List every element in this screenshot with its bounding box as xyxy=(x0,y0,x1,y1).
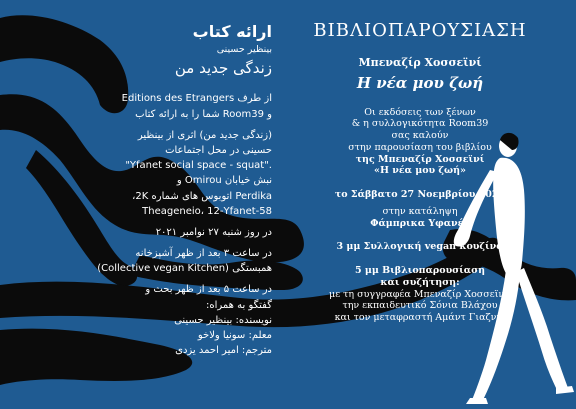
persian-line: در ساعت ۵ بعد از ظهر بحث و xyxy=(145,284,272,296)
greek-book-title: Η νέα μου ζωή xyxy=(356,73,484,92)
greek-venue: Φάμπρικα Υφανέτ xyxy=(370,217,470,229)
persian-line: حسینی در محل اجتماعات xyxy=(165,144,272,156)
persian-line: و Room39 شما را به ارائه کتاب xyxy=(135,108,272,120)
persian-date: در روز شنبه ۲۷ نوامبر ۲۰۲۱ xyxy=(155,226,272,238)
persian-line: نبش خیابان Omirou و xyxy=(176,175,272,187)
greek-intro-line: & η συλλογικότητα Room39 xyxy=(351,118,489,130)
greek-speaker: και τον μεταφραστή Αμάντ Γιαζντί xyxy=(334,312,506,324)
greek-speaker: την εκπαιδευτικό Σόνια Βλάχου xyxy=(342,300,498,312)
persian-book-title: زندگی جدید من xyxy=(174,59,272,78)
persian-speaker: مترجم: امیر احمد یزدی xyxy=(175,345,272,357)
greek-venue-label: στην κατάληψη xyxy=(382,205,458,217)
greek-intro-line: της Μπεναζίρ Χοσσεϊνί xyxy=(355,153,485,165)
persian-section xyxy=(96,22,272,360)
persian-speaker: معلم: سونیا ولاخو xyxy=(197,330,272,342)
persian-line: در ساعت ۳ بعد از ظهر آشپزخانه xyxy=(135,248,272,260)
persian-author: بینظیر حسینی xyxy=(216,43,272,55)
persian-line: Perdika اتوبوس های شماره 2K، xyxy=(132,190,272,202)
persian-line: 58-Theageneio، 12-Yfanet xyxy=(142,205,272,217)
persian-title: ارائه کتاب xyxy=(192,22,272,41)
persian-line: گفتگو به همراه: xyxy=(206,299,272,311)
greek-discussion-title: 5 μμ Βιβλιοπαρουσίαση xyxy=(355,265,485,277)
greek-speaker: με τη συγγραφέα Μπεναζίρ Χοσσεϊνί, xyxy=(329,288,511,300)
greek-discussion-title: και συζήτηση: xyxy=(380,276,460,288)
greek-date: το Σάββατο 27 Νοεμβρίου 2021 xyxy=(334,189,506,201)
persian-line: از طرف Editions des Etrangers xyxy=(121,93,272,105)
persian-speaker: نویسنده: بینظیر حسینی xyxy=(174,314,272,326)
greek-intro-line: στην παρουσίαση του βιβλίου xyxy=(348,141,492,153)
persian-line: همبستگی (Collective vegan Kitchen) xyxy=(97,263,272,275)
greek-title: ΒΙΒΛΙΟΠΑΡΟΥΣΙΑΣΗ xyxy=(313,20,527,41)
greek-kitchen: 3 μμ Συλλογική vegan κουζίνα xyxy=(336,241,504,253)
greek-author: Μπεναζίρ Χοσσεϊνί xyxy=(358,56,482,70)
greek-intro-line: «Η νέα μου ζωή» xyxy=(374,165,466,177)
greek-intro-line: Οι εκδόσεις των ξένων xyxy=(364,106,476,118)
persian-line: (زندگی جدید من) اثری از بینظیر xyxy=(137,129,272,141)
greek-section xyxy=(302,20,538,324)
persian-line: "Yfanet social space - squat". xyxy=(125,160,272,172)
greek-intro-line: σας καλούν xyxy=(391,130,449,142)
